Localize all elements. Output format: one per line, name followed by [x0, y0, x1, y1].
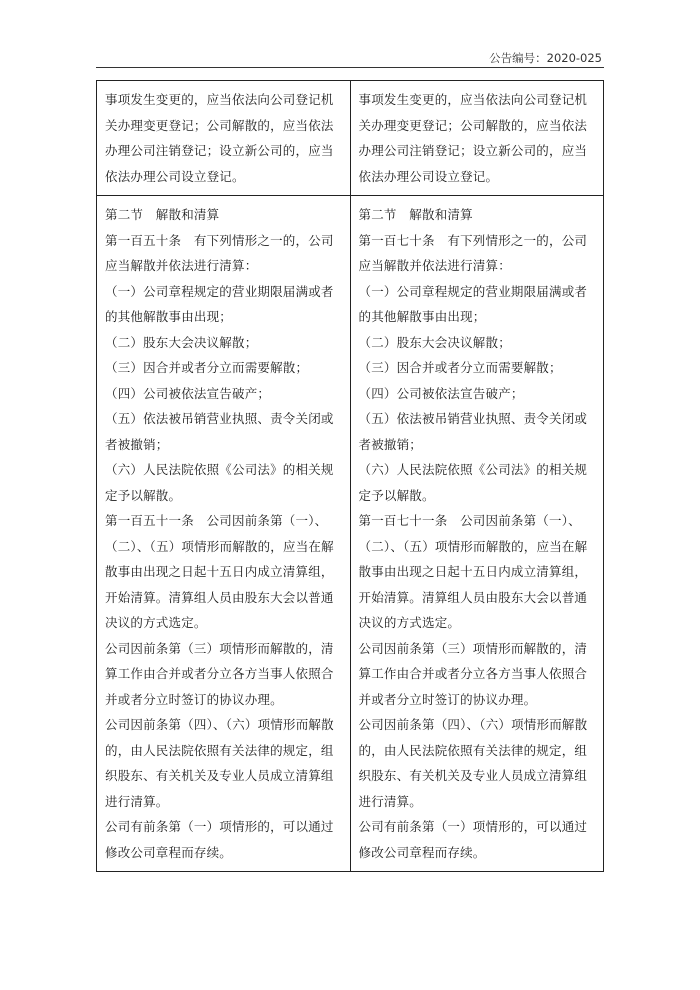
header-divider: [96, 67, 604, 68]
paragraph: 事项发生变更的，应当依法向公司登记机关办理变更登记；公司解散的，应当依法办理公司注销登记；设立新公司的，应当依法办理公司设立登记。: [358, 92, 588, 184]
article-paragraph: 第一百五十条 有下列情形之一的，公司应当解散并依法进行清算：: [105, 232, 334, 273]
left-cell: [97, 81, 351, 196]
paragraph: 公司因前条第（四）、（六）项情形而解散的，由人民法院依照有关法律的规定，组织股东、有关机关及专业人员成立清算组进行清算。: [358, 717, 588, 809]
list-item: （五）依法被吊销营业执照、责令关闭或者被撤销；: [105, 411, 334, 452]
article-paragraph: 第一百七十一条 公司因前条第（一）、（二）、（五）项情形而解散的，应当在解散事由出现之日起十五日内成立清算组，开始清算。清算组人员由股东大会以普通决议的方式选定。: [358, 513, 588, 630]
paragraph: 公司有前条第（一）项情形的，可以通过修改公司章程而存续。: [105, 819, 334, 860]
paragraph: 公司因前条第（四）、（六）项情形而解散的，由人民法院依照有关法律的规定，组织股东、有关机关及专业人员成立清算组进行清算。: [105, 717, 334, 809]
paragraph: 公司因前条第（三）项情形而解散的，清算工作由合并或者分立各方当事人依照合并或者分立时签订的协议办理。: [358, 640, 588, 707]
list-item: （一）公司章程规定的营业期限届满或者的其他解散事由出现；: [358, 283, 588, 324]
list-item: （四）公司被依法宣告破产；: [105, 385, 271, 401]
list-item: （一）公司章程规定的营业期限届满或者的其他解散事由出现；: [105, 283, 334, 324]
section-heading: 第二节 解散和清算: [105, 207, 220, 222]
list-item: （四）公司被依法宣告破产；: [358, 385, 524, 401]
list-item: （三）因合并或者分立而需要解散；: [105, 360, 309, 375]
list-item: （二）股东大会决议解散；: [358, 334, 511, 350]
list-item: （五）依法被吊销营业执照、责令关闭或者被撤销；: [358, 411, 588, 452]
right-cell: [350, 196, 604, 872]
list-item: （六）人民法院依照《公司法》的相关规定予以解散。: [358, 462, 588, 503]
list-item: （六）人民法院依照《公司法》的相关规定予以解散。: [105, 462, 334, 503]
announcement-number: 公告编号：2020-025: [489, 51, 602, 65]
table-row: [97, 196, 604, 872]
right-cell: [350, 81, 604, 196]
paragraph: 公司因前条第（三）项情形而解散的，清算工作由合并或者分立各方当事人依照合并或者分立时签订的协议办理。: [105, 640, 334, 707]
list-item: （二）股东大会决议解散；: [105, 334, 258, 350]
paragraph: 事项发生变更的，应当依法向公司登记机关办理变更登记；公司解散的，应当依法办理公司注销登记；设立新公司的，应当依法办理公司设立登记。: [105, 92, 334, 184]
list-item: （三）因合并或者分立而需要解散；: [358, 360, 562, 375]
left-cell: [97, 196, 351, 872]
table-row: [97, 81, 604, 196]
comparison-table: [96, 80, 604, 872]
paragraph: 公司有前条第（一）项情形的，可以通过修改公司章程而存续。: [358, 819, 588, 860]
article-paragraph: 第一百五十一条 公司因前条第（一）、（二）、（五）项情形而解散的，应当在解散事由出现之日起十五日内成立清算组，开始清算。清算组人员由股东大会以普通决议的方式选定。: [105, 513, 334, 630]
article-paragraph: 第一百七十条 有下列情形之一的，公司应当解散并依法进行清算：: [358, 232, 588, 273]
section-heading: 第二节 解散和清算: [358, 207, 473, 222]
